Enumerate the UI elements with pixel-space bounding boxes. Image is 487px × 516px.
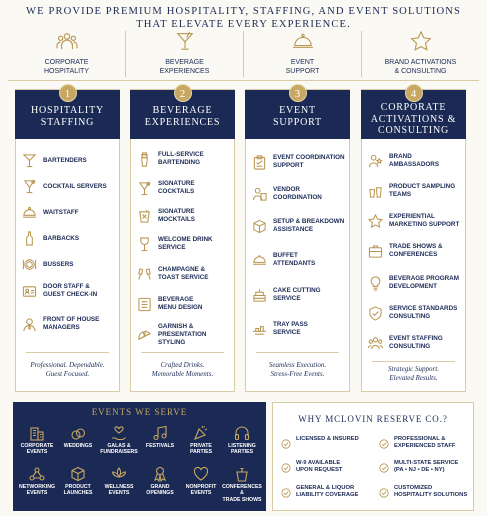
service-item-event-staffing-consulting bbox=[368, 335, 463, 351]
cloche-icon bbox=[292, 31, 314, 56]
cake-icon bbox=[252, 288, 267, 303]
service-label: TRAY PASS SERVICE bbox=[273, 321, 308, 336]
why-label: MULTI-STATE SERVICE (PA • NJ • DE • NY) bbox=[394, 460, 459, 474]
why-item-multi-state bbox=[379, 460, 474, 478]
service-label: SETUP & BREAKDOWN ASSISTANCE bbox=[273, 218, 345, 233]
headline-line-2: THAT ELEVATE EVERY EXPERIENCE. bbox=[136, 19, 351, 30]
why-item-w9 bbox=[281, 460, 376, 478]
why-title: WHY MCLOVIN RESERVE CO.? bbox=[298, 414, 448, 424]
service-label: PRODUCT SAMPLING TEAMS bbox=[389, 183, 456, 198]
event-galas-fundraisers bbox=[99, 425, 139, 456]
headline bbox=[0, 5, 487, 31]
event-label: LISTENING PARTIES bbox=[228, 443, 256, 456]
mocktail-icon bbox=[137, 209, 152, 224]
headline-line-1: WE PROVIDE PREMIUM HOSPITALITY, STAFFING, AND EVENT SOLUTIONS bbox=[26, 6, 461, 17]
column-title: EVENT SUPPORT bbox=[273, 105, 322, 128]
service-label: DOOR STAFF & GUEST CHECK-IN bbox=[43, 283, 98, 298]
people-icon bbox=[56, 31, 78, 56]
why-label: W-9 AVAILABLE UPON REQUEST bbox=[296, 460, 343, 474]
column-beverage-experiences bbox=[130, 89, 235, 392]
id-badge-icon bbox=[22, 284, 37, 299]
service-label: SIGNATURE COCKTAILS bbox=[158, 180, 195, 195]
event-label: GALAS & FUNDRAISERS bbox=[100, 443, 138, 456]
tray-icon bbox=[252, 322, 267, 337]
manager-icon bbox=[22, 317, 37, 332]
column-number-badge: 2 bbox=[174, 84, 192, 102]
event-private-parties bbox=[181, 425, 221, 456]
check-circle-icon bbox=[281, 460, 296, 478]
events-we-serve-panel bbox=[13, 402, 266, 511]
service-item-beverage-program bbox=[368, 275, 463, 291]
why-item-liability bbox=[281, 485, 376, 503]
event-listening-parties bbox=[222, 425, 262, 456]
buffet-icon bbox=[252, 253, 267, 268]
podium-icon bbox=[222, 466, 262, 482]
column-title: CORPORATE ACTIVATIONS & CONSULTING bbox=[370, 102, 457, 136]
service-label: BUFFET ATTENDANTS bbox=[273, 252, 316, 267]
column-title: BEVERAGE EXPERIENCES bbox=[144, 105, 221, 128]
check-circle-icon bbox=[379, 436, 394, 454]
column-divider bbox=[256, 352, 339, 353]
category-brand-activations bbox=[362, 31, 479, 77]
event-product-launches bbox=[58, 466, 98, 497]
service-label: CHAMPAGNE & TOAST SERVICE bbox=[158, 266, 209, 281]
service-item-trade-shows bbox=[368, 243, 463, 259]
star-icon bbox=[368, 214, 383, 229]
service-label: BARTENDERS bbox=[43, 156, 87, 164]
column-number-badge: 4 bbox=[405, 84, 423, 102]
building-icon bbox=[17, 425, 57, 441]
service-item-waitstaff bbox=[22, 205, 117, 220]
service-item-vendor-coordination bbox=[252, 186, 347, 202]
event-corporate-events bbox=[17, 425, 57, 456]
check-circle-icon bbox=[379, 460, 394, 478]
event-label: GRAND OPENINGS bbox=[146, 484, 174, 497]
category-label: BEVERAGE EXPERIENCES bbox=[159, 59, 210, 75]
event-label: CONFERENCES & TRADE SHOWS bbox=[222, 484, 262, 503]
service-item-setup-breakdown bbox=[252, 218, 347, 234]
category-label: BRAND ACTIVATIONS & CONSULTING bbox=[384, 59, 457, 75]
why-label: LICENSED & INSURED bbox=[296, 436, 359, 442]
column-header bbox=[130, 90, 235, 139]
check-circle-icon bbox=[379, 485, 394, 503]
service-item-brand-ambassadors bbox=[368, 153, 463, 169]
team-icon bbox=[368, 336, 383, 351]
shaker-icon bbox=[137, 152, 152, 167]
service-item-product-sampling bbox=[368, 183, 463, 199]
service-item-cocktail-servers bbox=[22, 179, 117, 194]
check-circle-icon bbox=[281, 436, 296, 454]
why-item-professional bbox=[379, 436, 474, 454]
header-divider bbox=[8, 80, 479, 81]
column-hospitality-staffing bbox=[15, 89, 120, 392]
service-label: EXPERIENTIAL MARKETING SUPPORT bbox=[389, 213, 460, 228]
network-icon bbox=[17, 466, 57, 482]
service-label: TRADE SHOWS & CONFERENCES bbox=[389, 243, 443, 258]
service-item-door-staff bbox=[22, 283, 117, 299]
category-corporate-hospitality bbox=[8, 31, 126, 77]
service-label: BARBACKS bbox=[43, 234, 80, 242]
service-label: GARNISH & PRESENTATION STYLING bbox=[158, 323, 207, 346]
column-divider bbox=[141, 352, 224, 353]
ribbon-icon bbox=[140, 466, 180, 482]
column-corporate-activations bbox=[361, 89, 466, 392]
event-networking-events bbox=[17, 466, 57, 497]
lotus-icon bbox=[99, 466, 139, 482]
event-label: NONPROFIT EVENTS bbox=[185, 484, 217, 497]
product-box-icon bbox=[58, 466, 98, 482]
star-icon bbox=[410, 31, 432, 56]
service-item-buffet-attendants bbox=[252, 252, 347, 268]
service-item-tray-pass bbox=[252, 321, 347, 337]
column-tagline: Crafted Drinks. Memorable Moments. bbox=[151, 361, 214, 378]
service-label: COCKTAIL SERVERS bbox=[43, 182, 107, 190]
category-beverage-experiences bbox=[126, 31, 244, 77]
sample-cups-icon bbox=[368, 184, 383, 199]
service-label: FULL-SERVICE BARTENDING bbox=[158, 151, 204, 166]
check-circle-icon bbox=[281, 485, 296, 503]
why-mclovin-panel bbox=[272, 402, 474, 511]
event-nonprofit-events bbox=[181, 466, 221, 497]
service-item-champagne-toast bbox=[137, 266, 232, 282]
event-label: NETWORKING EVENTS bbox=[18, 484, 56, 497]
column-divider bbox=[26, 352, 109, 353]
plate-icon bbox=[22, 257, 37, 272]
column-header bbox=[245, 90, 350, 139]
music-note-icon bbox=[140, 425, 180, 441]
column-tagline: Strategic Support. Elevated Results. bbox=[388, 365, 439, 382]
service-item-barbacks bbox=[22, 231, 117, 246]
category-event-support bbox=[244, 31, 362, 77]
column-header bbox=[361, 90, 466, 139]
service-label: WAITSTAFF bbox=[43, 208, 79, 216]
service-label: SIGNATURE MOCKTAILS bbox=[158, 208, 195, 223]
vendor-icon bbox=[252, 187, 267, 202]
events-title: EVENTS WE SERVE bbox=[91, 407, 188, 417]
category-strip bbox=[8, 31, 479, 77]
menu-icon bbox=[137, 297, 152, 312]
box-icon bbox=[252, 219, 267, 234]
service-item-signature-mocktails bbox=[137, 208, 232, 224]
column-header bbox=[15, 90, 120, 139]
service-label: EVENT STAFFING CONSULTING bbox=[389, 335, 443, 350]
service-label: SERVICE STANDARDS CONSULTING bbox=[389, 305, 458, 320]
service-item-bussers bbox=[22, 257, 117, 272]
category-label: CORPORATE HOSPITALITY bbox=[44, 59, 89, 75]
event-label: PRIVATE PARTIES bbox=[189, 443, 213, 456]
why-item-licensed bbox=[281, 436, 376, 454]
service-label: WELCOME DRINK SERVICE bbox=[158, 236, 213, 251]
column-tagline: Professional. Dependable. Guest Focused. bbox=[30, 361, 105, 378]
service-item-welcome-drink bbox=[137, 236, 232, 252]
ambassador-icon bbox=[368, 154, 383, 169]
event-weddings bbox=[58, 425, 98, 449]
champagne-icon bbox=[137, 267, 152, 282]
column-title: HOSPITALITY STAFFING bbox=[31, 105, 104, 128]
why-label: GENERAL & LIQUOR LIABILITY COVERAGE bbox=[296, 485, 359, 499]
event-label: FESTIVALS bbox=[145, 443, 175, 449]
column-number-badge: 3 bbox=[289, 84, 307, 102]
event-grand-openings bbox=[140, 466, 180, 497]
cocktail-glass-icon bbox=[174, 31, 196, 56]
service-item-front-of-house bbox=[22, 316, 117, 332]
service-label: CAKE CUTTING SERVICE bbox=[273, 287, 321, 302]
heart-icon bbox=[181, 466, 221, 482]
service-label: FRONT OF HOUSE MANAGERS bbox=[43, 316, 100, 331]
why-label: CUSTOMIZED HOSPITALITY SOLUTIONS bbox=[394, 485, 468, 499]
service-label: EVENT COORDINATION SUPPORT bbox=[273, 154, 345, 169]
event-label: WEDDINGS bbox=[63, 443, 93, 449]
event-wellness-events bbox=[99, 466, 139, 497]
event-festivals bbox=[140, 425, 180, 449]
service-label: BRAND AMBASSADORS bbox=[389, 153, 440, 168]
event-label: PRODUCT LAUNCHES bbox=[63, 484, 93, 497]
bulb-icon bbox=[368, 276, 383, 291]
service-item-experiential-marketing bbox=[368, 213, 463, 229]
service-item-garnish bbox=[137, 323, 232, 347]
category-label: EVENT SUPPORT bbox=[285, 59, 320, 75]
why-label: PROFESSIONAL & EXPERIENCED STAFF bbox=[394, 436, 456, 450]
cocktail-icon bbox=[137, 181, 152, 196]
service-label: BEVERAGE MENU DESIGN bbox=[158, 296, 203, 311]
citrus-icon bbox=[137, 328, 152, 343]
cocktail-icon bbox=[22, 179, 37, 194]
headphones-icon bbox=[222, 425, 262, 441]
wine-glass-icon bbox=[137, 237, 152, 252]
clipboard-icon bbox=[252, 155, 267, 170]
rings-icon bbox=[58, 425, 98, 441]
bottle-icon bbox=[22, 231, 37, 246]
why-item-customized bbox=[379, 485, 474, 503]
column-event-support bbox=[245, 89, 350, 392]
column-tagline: Seamless Execution. Stress-Free Events. bbox=[268, 361, 327, 378]
martini-icon bbox=[22, 153, 37, 168]
service-item-menu-design bbox=[137, 296, 232, 312]
service-label: BEVERAGE PROGRAM DEVELOPMENT bbox=[389, 275, 459, 290]
column-number-badge: 1 bbox=[59, 84, 77, 102]
service-item-full-service-bartending bbox=[137, 151, 232, 167]
column-divider bbox=[372, 361, 455, 362]
booth-icon bbox=[368, 244, 383, 259]
service-item-service-standards bbox=[368, 305, 463, 321]
service-label: VENDOR COORDINATION bbox=[273, 186, 322, 201]
service-item-signature-cocktails bbox=[137, 180, 232, 196]
party-popper-icon bbox=[181, 425, 221, 441]
event-label: WELLNESS EVENTS bbox=[104, 484, 134, 497]
heart-hand-icon bbox=[99, 425, 139, 441]
shield-check-icon bbox=[368, 306, 383, 321]
service-label: BUSSERS bbox=[43, 260, 74, 268]
event-label: CORPORATE EVENTS bbox=[20, 443, 54, 456]
service-item-event-coordination bbox=[252, 154, 347, 170]
event-conferences-trade-shows bbox=[222, 466, 262, 503]
service-item-cake-cutting bbox=[252, 287, 347, 303]
cloche-icon bbox=[22, 205, 37, 220]
service-item-bartenders bbox=[22, 153, 117, 168]
